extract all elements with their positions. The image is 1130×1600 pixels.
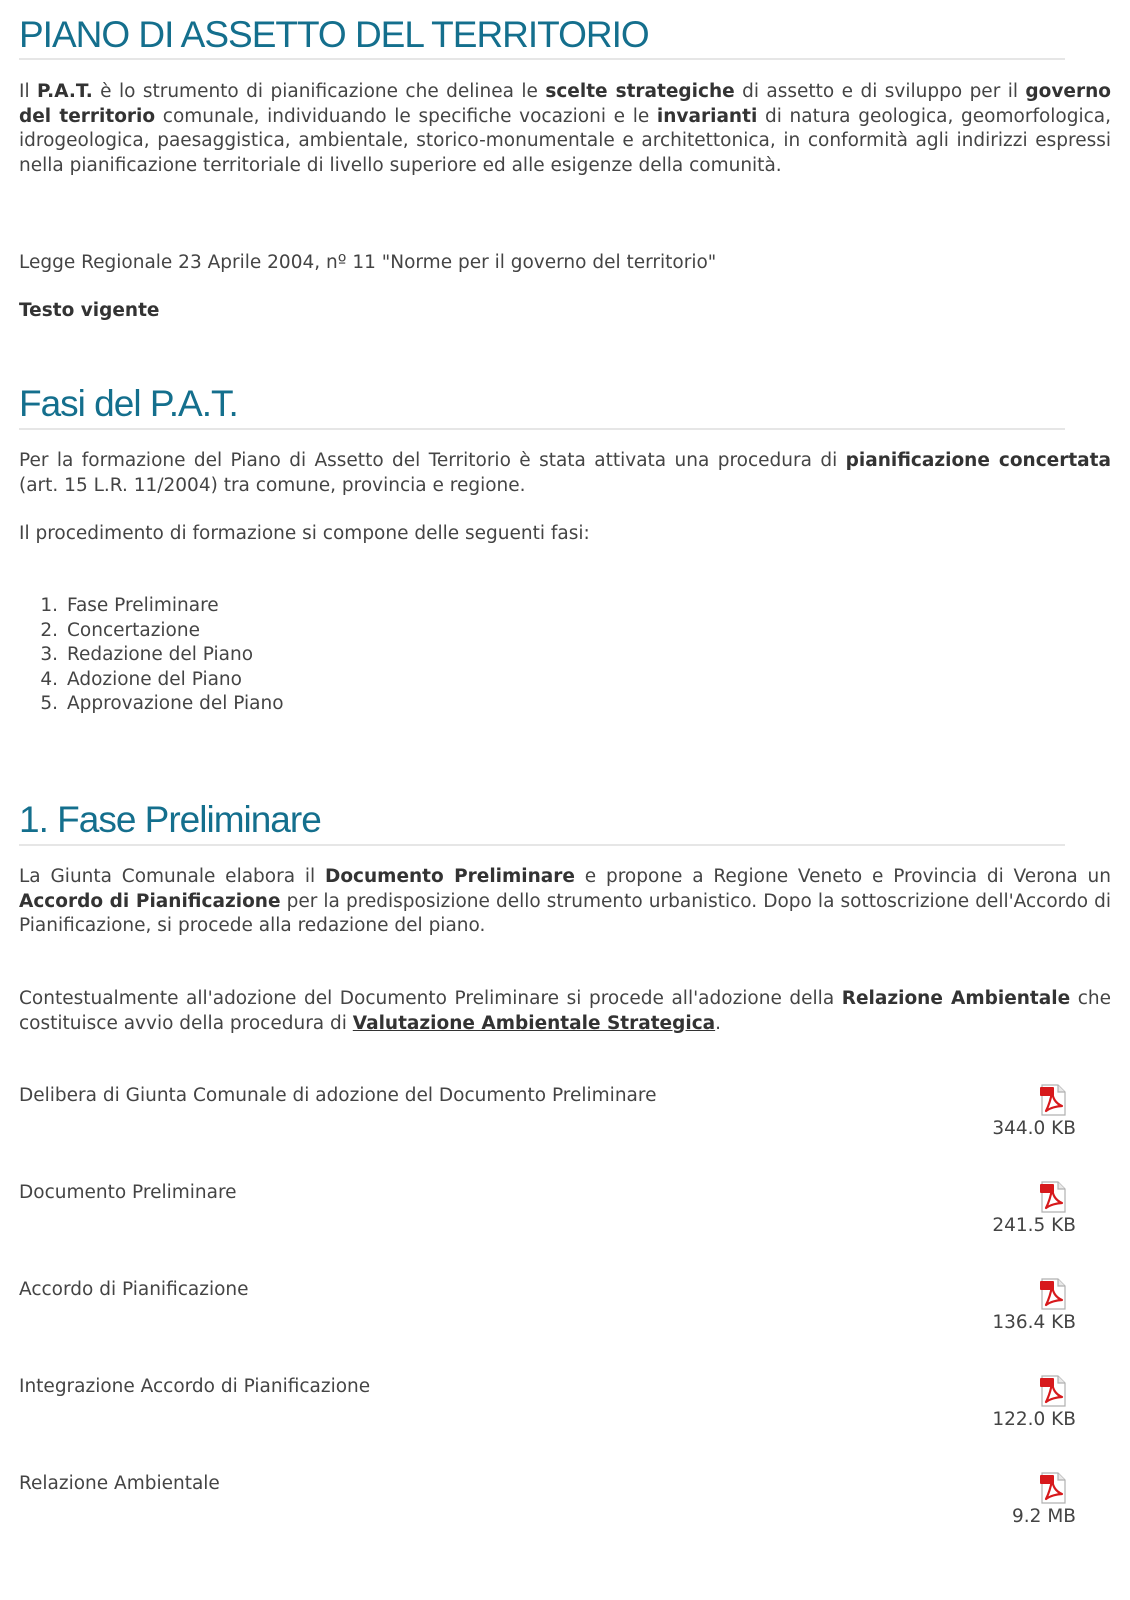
list-item[interactable]: 2. Concertazione — [40, 619, 200, 641]
document-label[interactable]: Integrazione Accordo di Pianificazione — [19, 1376, 371, 1397]
section-title-fase-preliminare: 1. Fase Preliminare — [19, 796, 1065, 846]
testo-vigente-link[interactable]: Testo vigente — [19, 300, 160, 321]
law-reference: Legge Regionale 23 Aprile 2004, nº 11 "Norme per il governo del territorio" — [19, 252, 717, 273]
list-item[interactable]: 1. Fase Preliminare — [40, 595, 219, 616]
list-item[interactable]: 3. Redazione del Piano — [40, 644, 254, 665]
pdf-icon[interactable] — [1037, 1375, 1069, 1407]
pat-intro-paragraph: Il P.A.T. è lo strumento di pianificazione che delinea le scelte strategiche di assetto e di sviluppo per il governo del territorio comunale, individuando le specifiche vocazioni e le invarianti di natura geologica, geomorfologica, idrogeologica, paesaggistica, ambientale, storico-monumentale e architettonica, in conformità agli indirizzi espressi nella pianificazione territoriale di livello superiore ed alle esigenze della comunità. — [19, 81, 1112, 176]
document-row — [19, 1084, 1111, 1181]
vas-link[interactable]: Valutazione Ambientale Strategica — [352, 1012, 716, 1034]
section-title-fasi: Fasi del P.A.T. — [19, 380, 1065, 430]
document-label[interactable]: Accordo di Pianificazione — [19, 1279, 249, 1300]
file-size: 122.0 KB — [992, 1409, 1076, 1430]
file-size: 136.4 KB — [992, 1312, 1076, 1333]
document-label[interactable]: Documento Preliminare — [19, 1182, 237, 1203]
pdf-icon[interactable] — [1037, 1084, 1069, 1116]
list-item[interactable]: 5. Approvazione del Piano — [40, 693, 284, 714]
documents-list — [19, 1084, 1111, 1569]
relazione-ambientale-paragraph: Contestualmente all'adozione del Documento Preliminare si procede all'adozione della Relazione Ambientale che costituisce avvio della procedura di Valutazione Ambientale Strategica. — [19, 988, 1111, 1034]
pdf-icon[interactable] — [1037, 1472, 1069, 1504]
list-item[interactable]: 4. Adozione del Piano — [40, 668, 242, 690]
phase-list — [14, 594, 284, 717]
pdf-icon[interactable] — [1037, 1278, 1069, 1310]
pdf-icon[interactable] — [1037, 1181, 1069, 1213]
fasi-intro-paragraph: Per la formazione del Piano di Assetto del Territorio è stata attivata una procedura di pianificazione concertata (art. 15 L.R. 11/2004) tra comune, provincia e regione. — [19, 450, 1111, 496]
fasi-lead: Il procedimento di formazione si compone delle seguenti fasi: — [19, 523, 590, 544]
document-row — [19, 1472, 1111, 1569]
file-size: 241.5 KB — [992, 1215, 1076, 1236]
file-size: 9.2 MB — [1012, 1506, 1076, 1527]
document-row — [19, 1375, 1111, 1472]
document-row — [19, 1181, 1111, 1278]
document-label[interactable]: Delibera di Giunta Comunale di adozione del Documento Preliminare — [19, 1085, 657, 1106]
fase-preliminare-paragraph: La Giunta Comunale elabora il Documento Preliminare e propone a Regione Veneto e Provincia di Verona un Accordo di Pianificazione per la predisposizione dello strumento urbanistico. Dopo la sottoscrizione dell'Accordo di Pianificazione, si procede alla redazione del piano. — [19, 866, 1112, 936]
file-size: 344.0 KB — [992, 1118, 1076, 1139]
page-title: PIANO DI ASSETTO DEL TERRITORIO — [19, 0, 1065, 60]
document-label[interactable]: Relazione Ambientale — [19, 1473, 220, 1494]
document-row — [19, 1278, 1111, 1375]
